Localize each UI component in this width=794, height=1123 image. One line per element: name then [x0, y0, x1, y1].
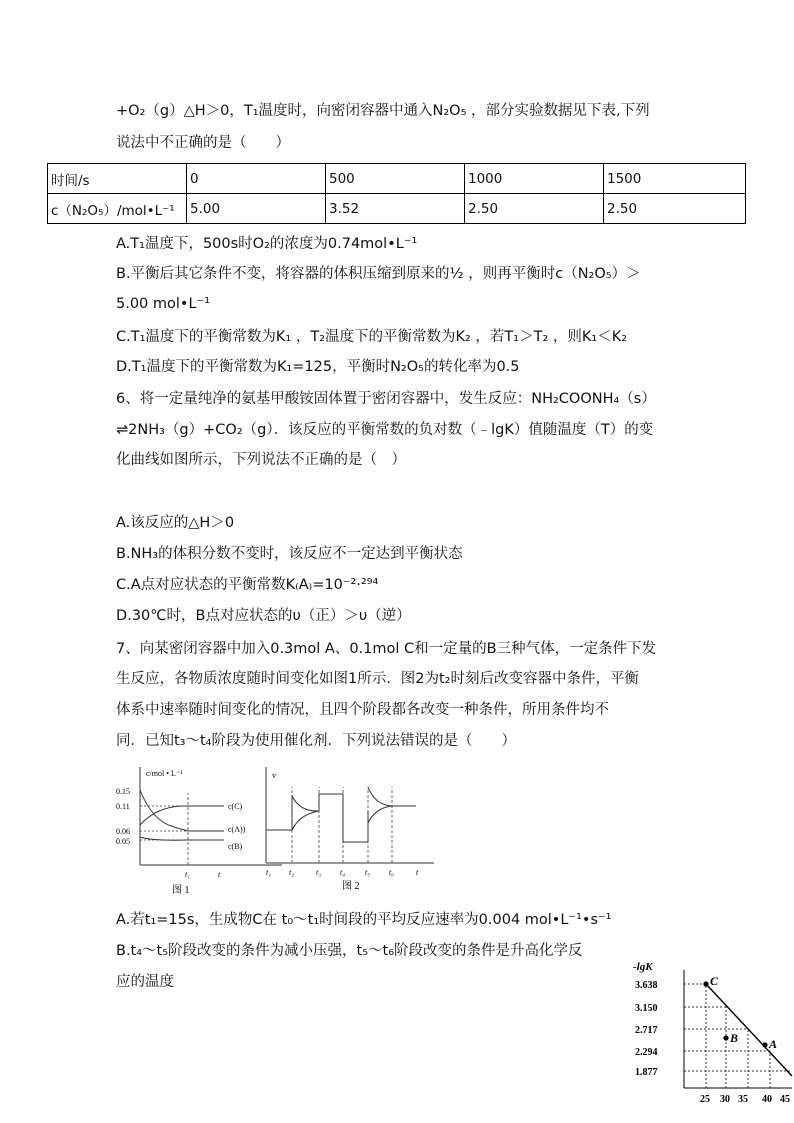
fig1-graph [116, 767, 282, 896]
fig2-xtick: t₃ [316, 868, 322, 877]
q6-trend-line [706, 984, 792, 1076]
fig1-ytick: 0.06 [116, 827, 130, 836]
table-cell: 5.00 [187, 194, 326, 224]
fig2-xtick: t₄ [340, 868, 346, 877]
q5-data-table [47, 163, 746, 224]
q6-ytick: 2.294 [635, 1047, 658, 1058]
fig2-xtick: t₅ [365, 868, 371, 877]
q6-ytick: 1.877 [635, 1067, 658, 1078]
fig2-ylabel: v [272, 771, 276, 780]
table-cell: 1000 [465, 164, 604, 194]
q6-line3: 化曲线如图所示，下列说法不正确的是（ ） [116, 452, 406, 468]
q7-line2: 生反应，各物质浓度随时间变化如图1所示．图2为t₂时刻后改变容器中条件，平衡 [116, 671, 639, 687]
rate-curve-1 [266, 796, 319, 830]
table-cell: 时间/s [48, 164, 187, 194]
curve-c [140, 806, 224, 825]
table-cell: c（N₂O₅）/mol•L⁻¹ [48, 194, 187, 224]
q7-line4: 同．已知t₃～t₄阶段为使用催化剂．下列说法错误的是（ ） [116, 733, 516, 749]
fig1-ytick: 0.11 [116, 802, 130, 811]
fig2-xtick: t₂ [289, 868, 295, 877]
q6-xtick: 35 [738, 1094, 748, 1105]
fig2-xtick: t₆ [389, 868, 395, 877]
q6-xtick: 25 [700, 1094, 710, 1105]
q6-lgk-graph [630, 958, 794, 1120]
q5-option-b-line1: B.平衡后其它条件不变，将容器的体积压缩到原来的½ ，则再平衡时c（N₂O₅）＞ [116, 266, 641, 282]
q6-line2: ⇌2NH₃（g）+CO₂（g）．该反应的平衡常数的负对数（﹣lgK）值随温度（T）的变 [116, 422, 654, 438]
fig1-caption: 图 1 [172, 885, 190, 896]
q6-xtick: 30 [720, 1094, 730, 1105]
fig1-curve-label: c(A)) [228, 825, 246, 834]
fig1-xtick: t [218, 870, 221, 879]
q5-option-b-line2: 5.00 mol•L⁻¹ [116, 296, 211, 312]
fig1-ylabel: c/mol • L⁻¹ [146, 769, 183, 778]
q7-figures [112, 757, 442, 897]
q7-option-b-line2: 应的温度 [116, 974, 174, 990]
fig2-xtick: t [416, 868, 419, 877]
table-cell: 2.50 [604, 194, 746, 224]
fig2-xtick: t₁ [266, 868, 272, 877]
q6-graph-ylabel: -lgK [633, 961, 653, 973]
q6-point-b [723, 1035, 728, 1040]
q5-intro-line1: +O₂（g）△H＞0，T₁温度时，向密闭容器中通入N₂O₅ ，部分实验数据见下表,下列 [116, 103, 650, 119]
rate-curve-2 [319, 794, 368, 842]
table-cell: 2.50 [465, 194, 604, 224]
q6-point-label: B [730, 1031, 739, 1045]
q6-ytick: 2.717 [635, 1025, 658, 1036]
q7-line1: 7、向某密闭容器中加入0.3mol A、0.1mol C和一定量的B三种气体，一定条件下发 [116, 641, 657, 657]
q7-option-b-line1: B.t₄～t₅阶段改变的条件为减小压强，t₅～t₆阶段改变的条件是升高化学反 [116, 943, 583, 959]
fig1-curve-label: c(B) [228, 842, 243, 851]
q6-point-label: C [710, 974, 719, 988]
table-row [48, 194, 746, 224]
q6-option-d: D.30℃时，B点对应状态的υ（正）＞υ（逆） [116, 608, 411, 624]
q6-ytick: 3.638 [635, 980, 658, 991]
q5-option-a: A.T₁温度下，500s时O₂的浓度为0.74mol•L⁻¹ [116, 236, 418, 252]
q6-line1: 6、将一定量纯净的氨基甲酸铵固体置于密闭容器中，发生反应：NH₂COONH₄（s） [116, 391, 656, 407]
q6-point-c [703, 981, 708, 986]
fig1-xtick: t₁ [185, 870, 191, 879]
curve-b [140, 837, 224, 840]
table-cell: 3.52 [326, 194, 465, 224]
q6-point-a [762, 1042, 767, 1047]
q6-xtick: 45 [780, 1094, 790, 1105]
q5-option-d: D.T₁温度下的平衡常数为K₁=125，平衡时N₂O₅的转化率为0.5 [116, 359, 520, 375]
fig2-graph [266, 767, 434, 892]
fig1-ytick: 0.15 [116, 787, 130, 796]
fig1-ytick: 0.05 [116, 837, 130, 846]
table-header-row [48, 164, 746, 194]
table-cell: 500 [326, 164, 465, 194]
q6-option-b: B.NH₃的体积分数不变时，该反应不一定达到平衡状态 [116, 546, 463, 562]
q6-xtick: 40 [762, 1094, 772, 1105]
q6-option-c: C.A点对应状态的平衡常数K₍A₎=10⁻²·²⁹⁴ [116, 577, 379, 593]
curve-a [140, 790, 224, 831]
q7-option-a: A.若t₁=15s，生成物C在 t₀～t₁时间段的平均反应速率为0.004 mol•L⁻¹•s⁻¹ [116, 912, 612, 928]
q5-intro-line2: 说法中不正确的是（ ） [116, 135, 290, 151]
table-cell: 1500 [604, 164, 746, 194]
q6-point-label: A [769, 1037, 778, 1051]
q6-ytick: 3.150 [635, 1003, 658, 1014]
q7-line3: 体系中速率随时间变化的情况，且四个阶段都各改变一种条件，所用条件均不 [116, 702, 609, 718]
q5-option-c: C.T₁温度下的平衡常数为K₁ ，T₂温度下的平衡常数为K₂ ，若T₁＞T₂ ，则K₁＜K₂ [116, 329, 628, 345]
table-cell: 0 [187, 164, 326, 194]
q6-option-a: A.该反应的△H＞0 [116, 515, 235, 531]
fig2-caption: 图 2 [342, 881, 360, 892]
fig1-curve-label: c(C) [228, 802, 243, 811]
